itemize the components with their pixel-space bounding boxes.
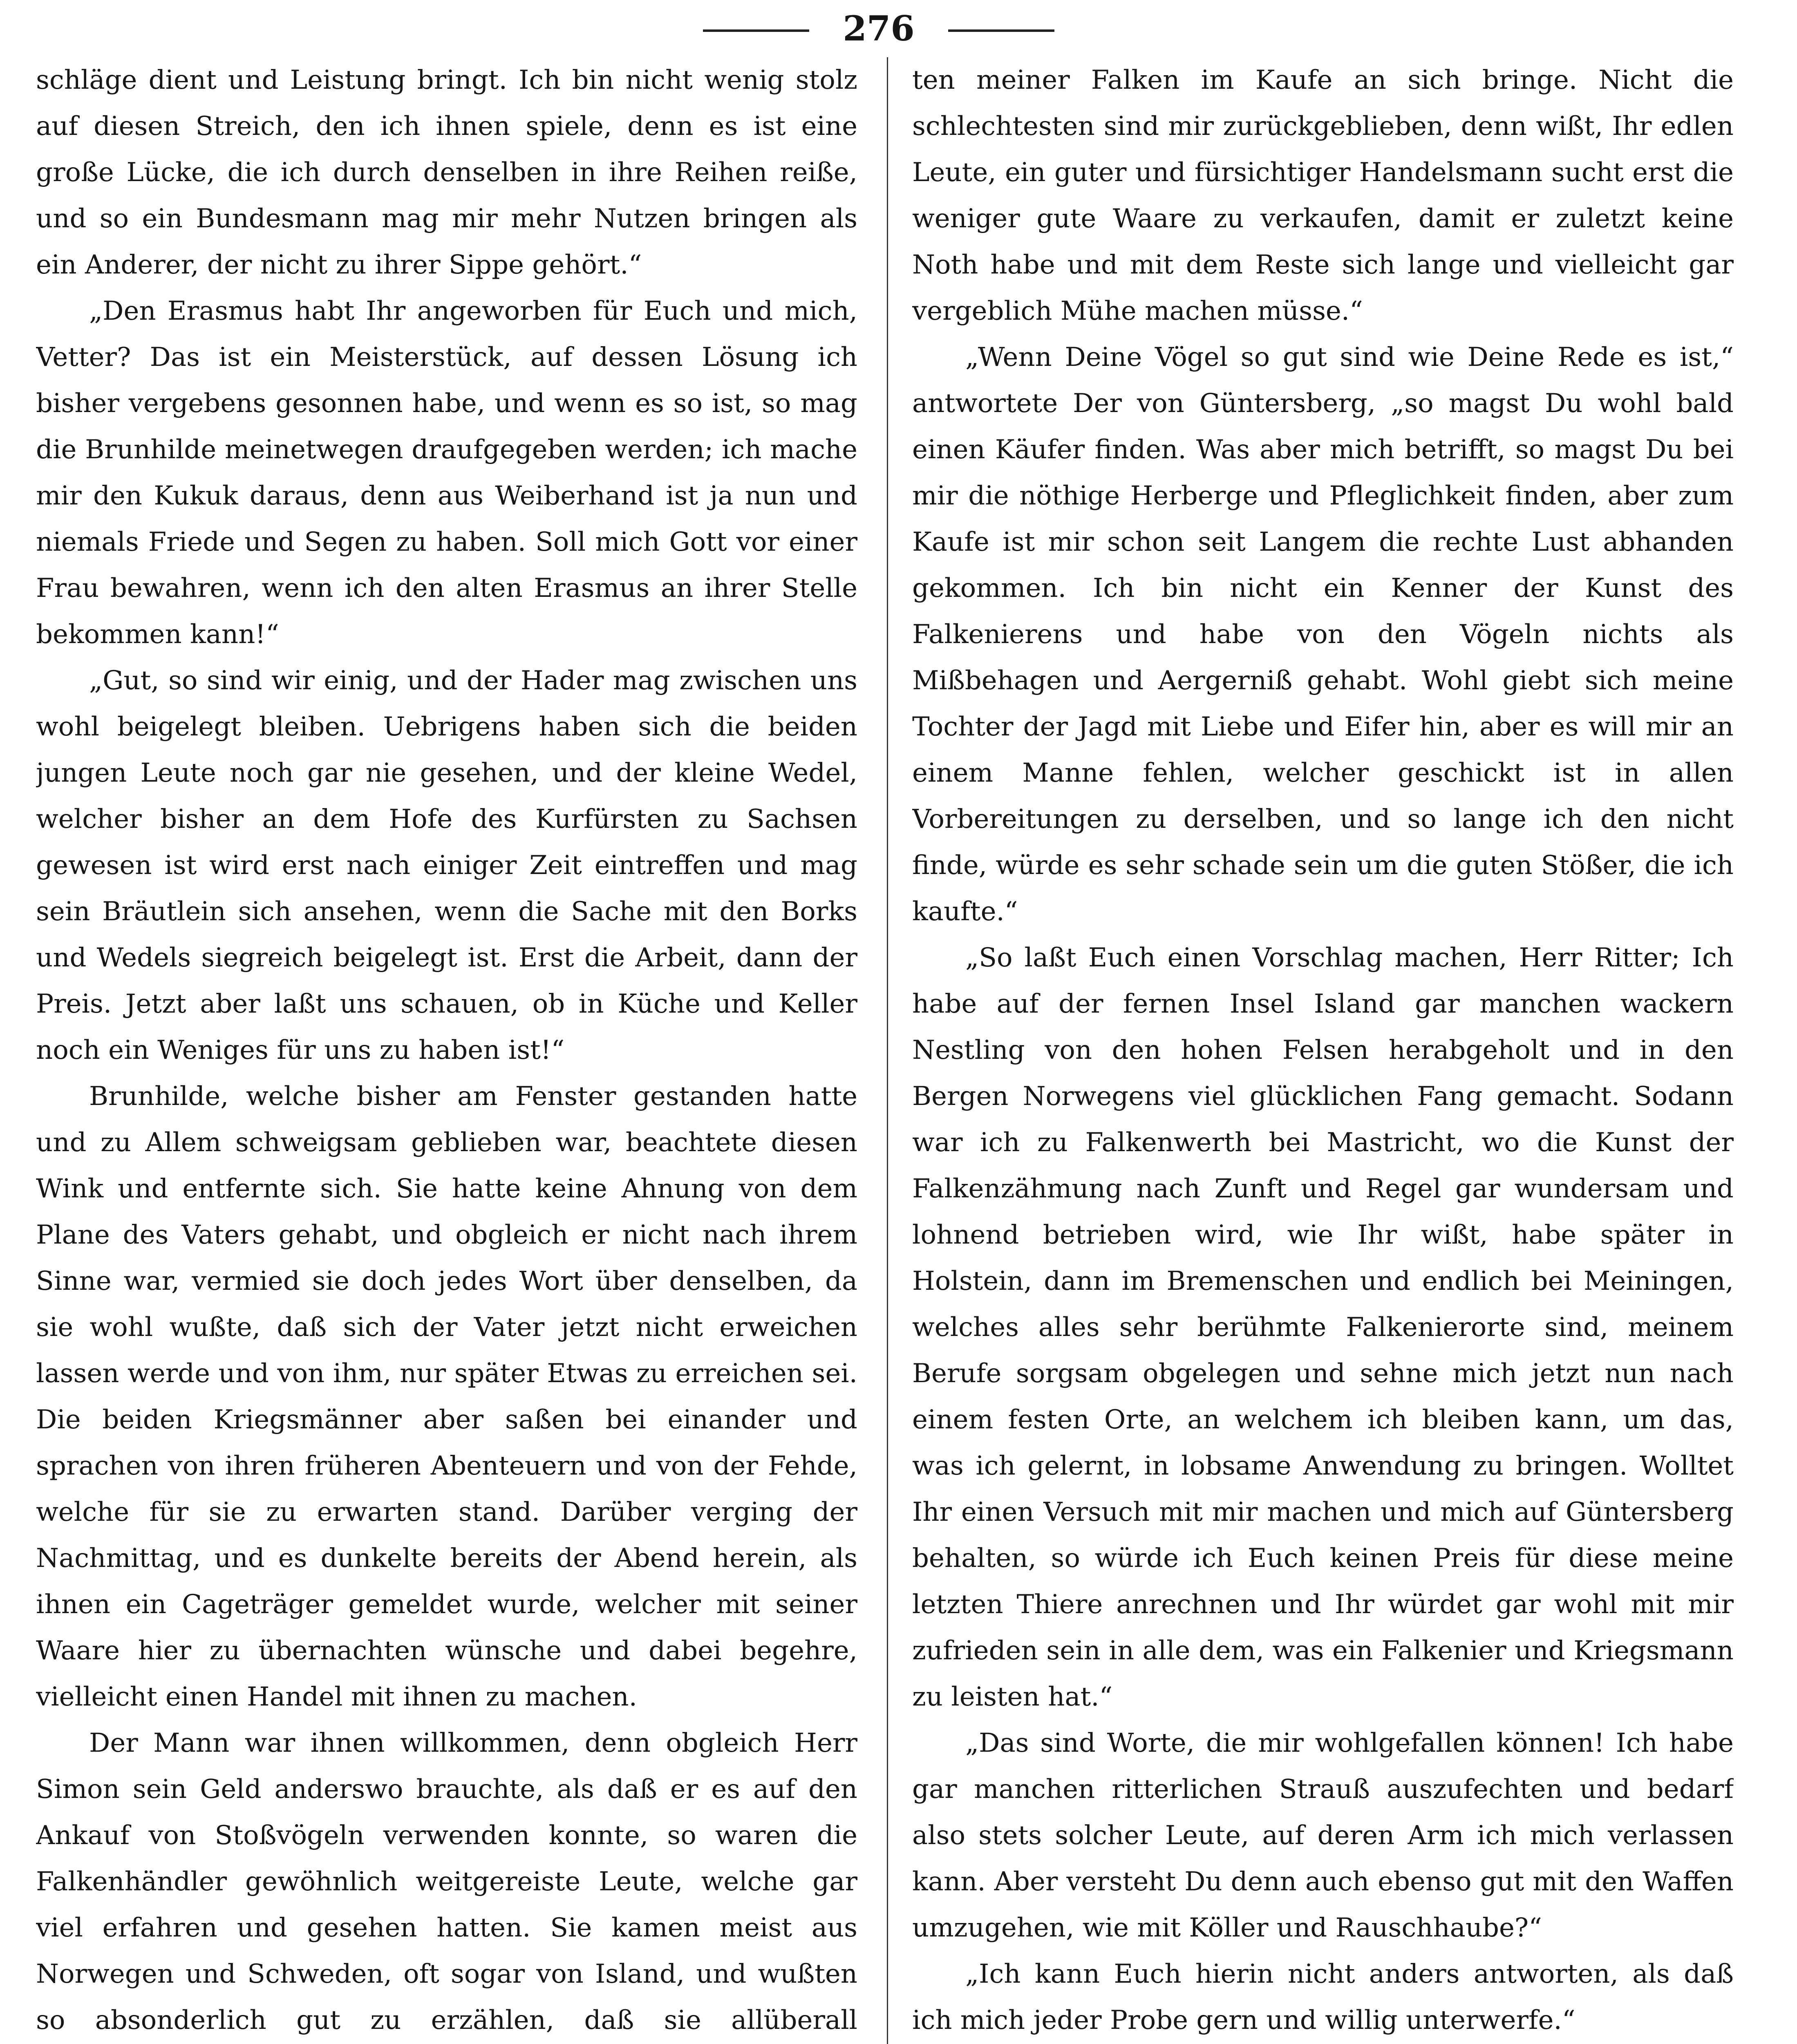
header-rule-right: [948, 29, 1054, 32]
right-column: [912, 57, 1734, 2044]
paragraph: Brunhilde, welche bisher am Fenster gestanden hatte und zu Allem schweigsam geblieben war, beachtete diesen Wink und entfernte sich. Sie hatte keine Ahnung von dem Plane des Vaters gehabt, und obgleich er nicht nach ihrem Sinne war, vermied sie doch jedes Wort über denselben, da sie wohl wußte, daß sich der Vater jetzt nicht erweichen lassen werde und von ihm, nur später Etwas zu erreichen sei. Die beiden Kriegsmänner aber saßen bei einander und sprachen von ihren früheren Abenteuern und von der Fehde, welche für sie zu erwarten stand. Darüber verging der Nachmittag, und es dunkelte bereits der Abend herein, als ihnen ein Cageträger gemeldet wurde, welcher mit seiner Waare hier zu übernachten wünsche und dabei begehre, vielleicht einen Handel mit ihnen zu machen.: [36, 1081, 857, 1712]
paragraph: „Den Erasmus habt Ihr angeworben für Euch und mich, Vetter? Das ist ein Meisterstück, auf dessen Lösung ich bisher vergebens gesonnen habe, und wenn es so ist, so mag die Brunhilde meinetwegen draufgegeben werden; ich mache mir den Kukuk daraus, denn aus Weiberhand ist ja nun und niemals Friede und Segen zu haben. Soll mich Gott vor einer Frau bewahren, wenn ich den alten Erasmus an ihrer Stelle bekommen kann!“: [36, 296, 857, 650]
paragraph: „Ich kann Euch hierin nicht anders antworten, als daß ich mich jeder Probe gern und willig unterwerfe.“: [912, 1959, 1734, 2035]
left-column: [36, 57, 857, 2044]
paragraph: ten meiner Falken im Kaufe an sich bringe. Nicht die schlechtesten sind mir zurückgeblieben, denn wißt, Ihr edlen Leute, ein guter und fürsichtiger Handelsmann sucht erst die weniger gute Waare zu verkaufen, damit er zuletzt keine Noth habe und mit dem Reste sich lange und vielleicht gar vergeblich Mühe machen müsse.“: [912, 65, 1734, 326]
paragraph: „Wenn Deine Vögel so gut sind wie Deine Rede es ist,“ antwortete Der von Güntersberg, „so magst Du wohl bald einen Käufer finden. Was aber mich betrifft, so magst Du bei mir die nöthige Herberge und Pfleglichkeit finden, aber zum Kaufe ist mir schon seit Langem die rechte Lust abhanden gekommen. Ich bin nicht ein Kenner der Kunst des Falkenierens und habe von den Vögeln nichts als Mißbehagen und Aergerniß gehabt. Wohl giebt sich meine Tochter der Jagd mit Liebe und Eifer hin, aber es will mir an einem Manne fehlen, welcher geschickt ist in allen Vorbereitungen zu derselben, und so lange ich den nicht finde, würde es sehr schade sein um die guten Stößer, die ich kaufte.“: [912, 342, 1734, 927]
page-header: [0, 8, 1797, 49]
paragraph: schläge dient und Leistung bringt. Ich bin nicht wenig stolz auf diesen Streich, den ich ihnen spiele, denn es ist eine große Lücke, die ich durch denselben in ihre Reihen reiße, und so ein Bundesmann mag mir mehr Nutzen bringen als ein Anderer, der nicht zu ihrer Sippe gehört.“: [36, 65, 857, 280]
paragraph: „So laßt Euch einen Vorschlag machen, Herr Ritter; Ich habe auf der fernen Insel Island gar manchen wackern Nestling von den hohen Felsen herabgeholt und in den Bergen Norwegens viel glücklichen Fang gemacht. Sodann war ich zu Falkenwerth bei Mastricht, wo die Kunst der Falkenzähmung nach Zunft und Regel gar wundersam und lohnend betrieben wird, wie Ihr wißt, habe später in Holstein, dann im Bremenschen und endlich bei Meiningen, welches alles sehr berühmte Falkenierorte sind, meinem Berufe sorgsam obgelegen und sehne mich jetzt nun nach einem festen Orte, an welchem ich bleiben kann, um das, was ich gelernt, in lobsame Anwendung zu bringen. Wolltet Ihr einen Versuch mit mir machen und mich auf Güntersberg behalten, so würde ich Euch keinen Preis für diese meine letzten Thiere anrechnen und Ihr würdet gar wohl mit mir zufrieden sein in alle dem, was ein Falkenier und Kriegsmann zu leisten hat.“: [912, 943, 1734, 1712]
column-divider: [887, 57, 888, 2044]
paragraph: Der Mann war ihnen willkommen, denn obgleich Herr Simon sein Geld anderswo brauchte, als daß er es auf den Ankauf von Stoßvögeln verwenden konnte, so waren die Falkenhändler gewöhnlich weitgereiste Leute, welche gar viel erfahren und gesehen hatten. Sie kamen meist aus Norwegen und Schweden, oft sogar von Island, und wußten so absonderlich gut zu erzählen, daß sie allüberall: [36, 1728, 857, 2035]
page-number: 276: [843, 8, 915, 49]
paragraph: „Gut, so sind wir einig, und der Hader mag zwischen uns wohl beigelegt bleiben. Uebrigens haben sich die beiden jungen Leute noch gar nie gesehen, und der kleine Wedel, welcher bisher an dem Hofe des Kurfürsten zu Sachsen gewesen ist wird erst nach einiger Zeit eintreffen und mag sein Bräutlein sich ansehen, wenn die Sache mit den Borks und Wedels siegreich beigelegt ist. Erst die Arbeit, dann der Preis. Jetzt aber laßt uns schauen, ob in Küche und Keller noch ein Weniges für uns zu haben ist!“: [36, 666, 857, 1065]
header-rule-left: [703, 29, 809, 32]
paragraph: „Das sind Worte, die mir wohlgefallen können! Ich habe gar manchen ritterlichen Strauß auszufechten und bedarf also stets solcher Leute, auf deren Arm ich mich verlassen kann. Aber versteht Du denn auch ebenso gut mit den Waffen umzugehen, wie mit Köller und Rauschhaube?“: [912, 1728, 1734, 1943]
